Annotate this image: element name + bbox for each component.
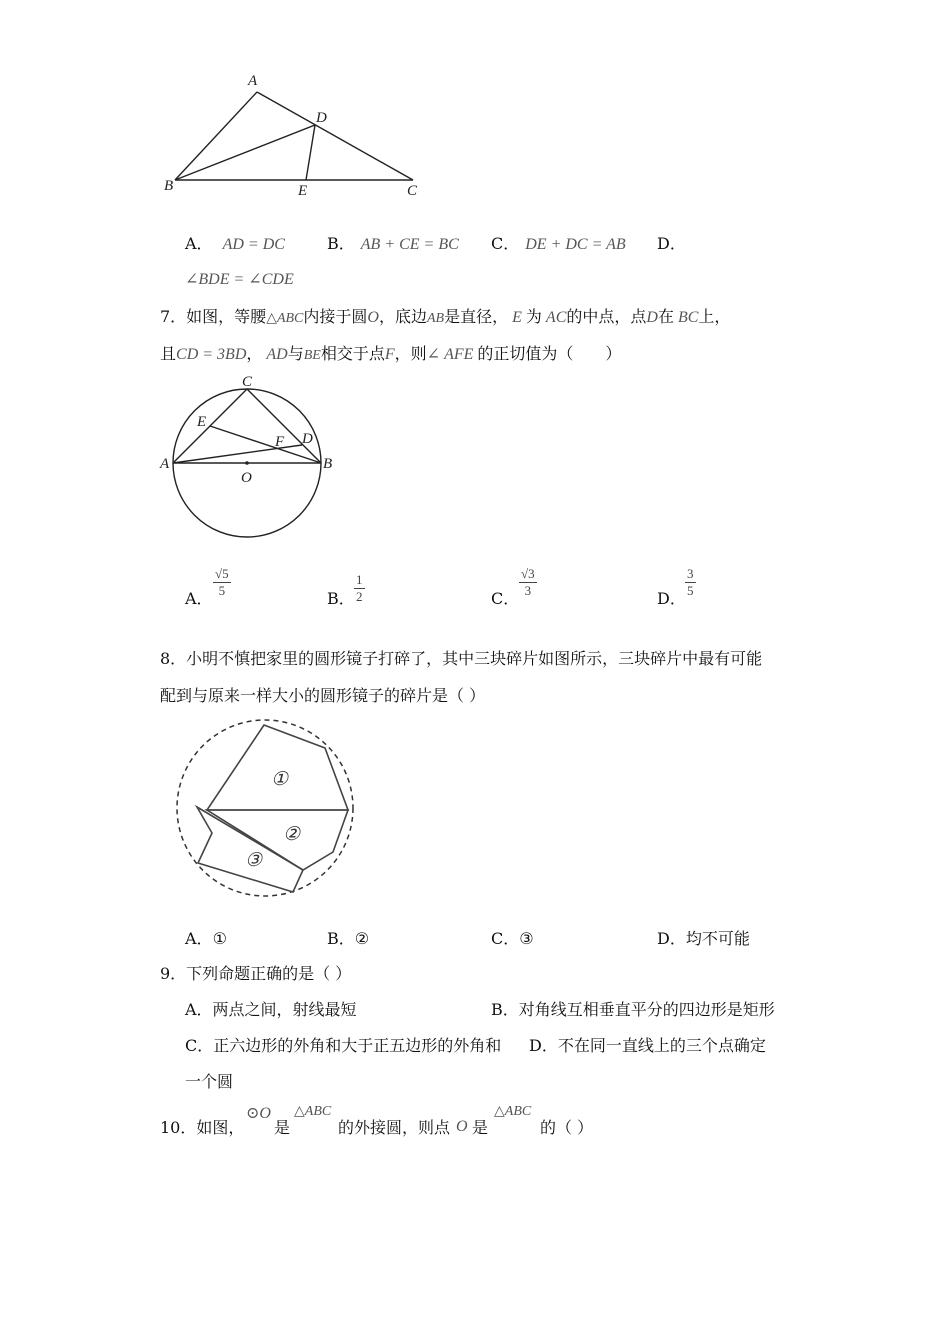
q9-stem: 9．下列命题正确的是（ ） <box>160 964 352 983</box>
piece-1 <box>207 725 348 810</box>
q10-triangle-abc-1: △ABC <box>294 1104 332 1119</box>
q7-option-b-fraction: $\frac{1}{2}$ <box>356 572 363 604</box>
q7-option-c[interactable]: C． <box>491 589 520 608</box>
q10-text-part1: 10．如图， <box>160 1118 245 1137</box>
q10-text-part5: 的（ ） <box>540 1118 594 1137</box>
q7-option-a-fraction: $\frac{√5}{5}$ <box>215 566 229 598</box>
q7-stem-line2: 且CD = 3BD， AD与BE相交于点F，则∠ AFE 的正切值为（ ） <box>160 344 622 363</box>
segment-ac <box>257 92 413 180</box>
q6-option-d-label[interactable]: D． <box>657 234 686 253</box>
label-f: F <box>275 434 285 450</box>
q7-option-d[interactable]: D． <box>657 589 686 608</box>
q8-mirror-figure <box>170 715 370 905</box>
q10-text-part3: 的外接圆，则点 <box>338 1118 451 1137</box>
q10-triangle-abc-2: △ABC <box>494 1104 532 1119</box>
piece-2 <box>207 810 348 870</box>
label-e: E <box>298 183 308 199</box>
q6-option-d-value: ∠BDE = ∠CDE <box>185 271 294 288</box>
segment-bd <box>175 125 315 180</box>
label-c: C <box>407 183 418 199</box>
q9-option-a[interactable]: A．两点之间，射线最短 <box>185 1000 357 1019</box>
piece-2-label: ② <box>283 824 301 845</box>
label-d: D <box>316 110 327 126</box>
q7-option-c-fraction: $\frac{√3}{3}$ <box>521 566 535 598</box>
q9-option-c[interactable]: C．正六边形的外角和大于正五边形的外角和 <box>185 1036 502 1055</box>
q9-option-d-continued: 一个圆 <box>185 1072 234 1091</box>
label-d: D <box>302 431 313 447</box>
q10-text-part4: 是 <box>472 1118 489 1137</box>
q8-stem-line1: 8．小明不慎把家里的圆形镜子打碎了，其中三块碎片如图所示，三块碎片中最有可能 <box>160 649 763 668</box>
segment-bc <box>247 389 321 463</box>
q6-option-a[interactable]: A． AD = DC <box>185 234 285 253</box>
q10-text-part2: 是 <box>274 1118 291 1137</box>
segment-de <box>306 125 315 180</box>
q6-triangle-figure <box>155 70 435 205</box>
q7-option-a[interactable]: A． <box>185 589 213 608</box>
q9-option-b[interactable]: B．对角线互相垂直平分的四边形是矩形 <box>491 1000 775 1019</box>
piece-3-label: ③ <box>245 850 263 871</box>
q6-option-b[interactable]: B． AB + CE = BC <box>327 234 459 253</box>
q10-point-o: O <box>456 1118 468 1135</box>
q8-option-a[interactable]: A．① <box>185 929 227 948</box>
label-e: E <box>197 414 207 430</box>
q6-option-c[interactable]: C． DE + DC = AB <box>491 234 626 253</box>
q8-stem-line2: 配到与原来一样大小的圆形镜子的碎片是（ ） <box>160 686 486 705</box>
piece-1-label: ① <box>271 769 289 790</box>
q7-circle-figure <box>155 370 350 545</box>
q7-stem-line1: 7．如图，等腰△ABC内接于圆O，底边AB是直径， E 为 AC的中点，点D在 BC上， <box>160 307 731 326</box>
q8-option-b[interactable]: B．② <box>327 929 370 948</box>
center-point-o <box>245 461 249 465</box>
q8-option-c[interactable]: C．③ <box>491 929 534 948</box>
q7-option-b[interactable]: B． <box>327 589 355 608</box>
label-b: B <box>164 178 174 194</box>
label-o: O <box>241 470 252 486</box>
segment-ab <box>175 92 257 180</box>
q8-option-d[interactable]: D．均不可能 <box>657 929 750 948</box>
label-b: B <box>323 456 333 472</box>
label-c: C <box>242 374 253 390</box>
q7-option-d-fraction: $\frac{3}{5}$ <box>687 566 694 598</box>
q10-circle-o: ⊙O <box>246 1105 271 1122</box>
q9-option-d[interactable]: D．不在同一直线上的三个点确定 <box>529 1036 766 1055</box>
dashed-circle <box>177 720 353 896</box>
label-a: A <box>248 73 258 89</box>
label-a: A <box>160 456 170 472</box>
